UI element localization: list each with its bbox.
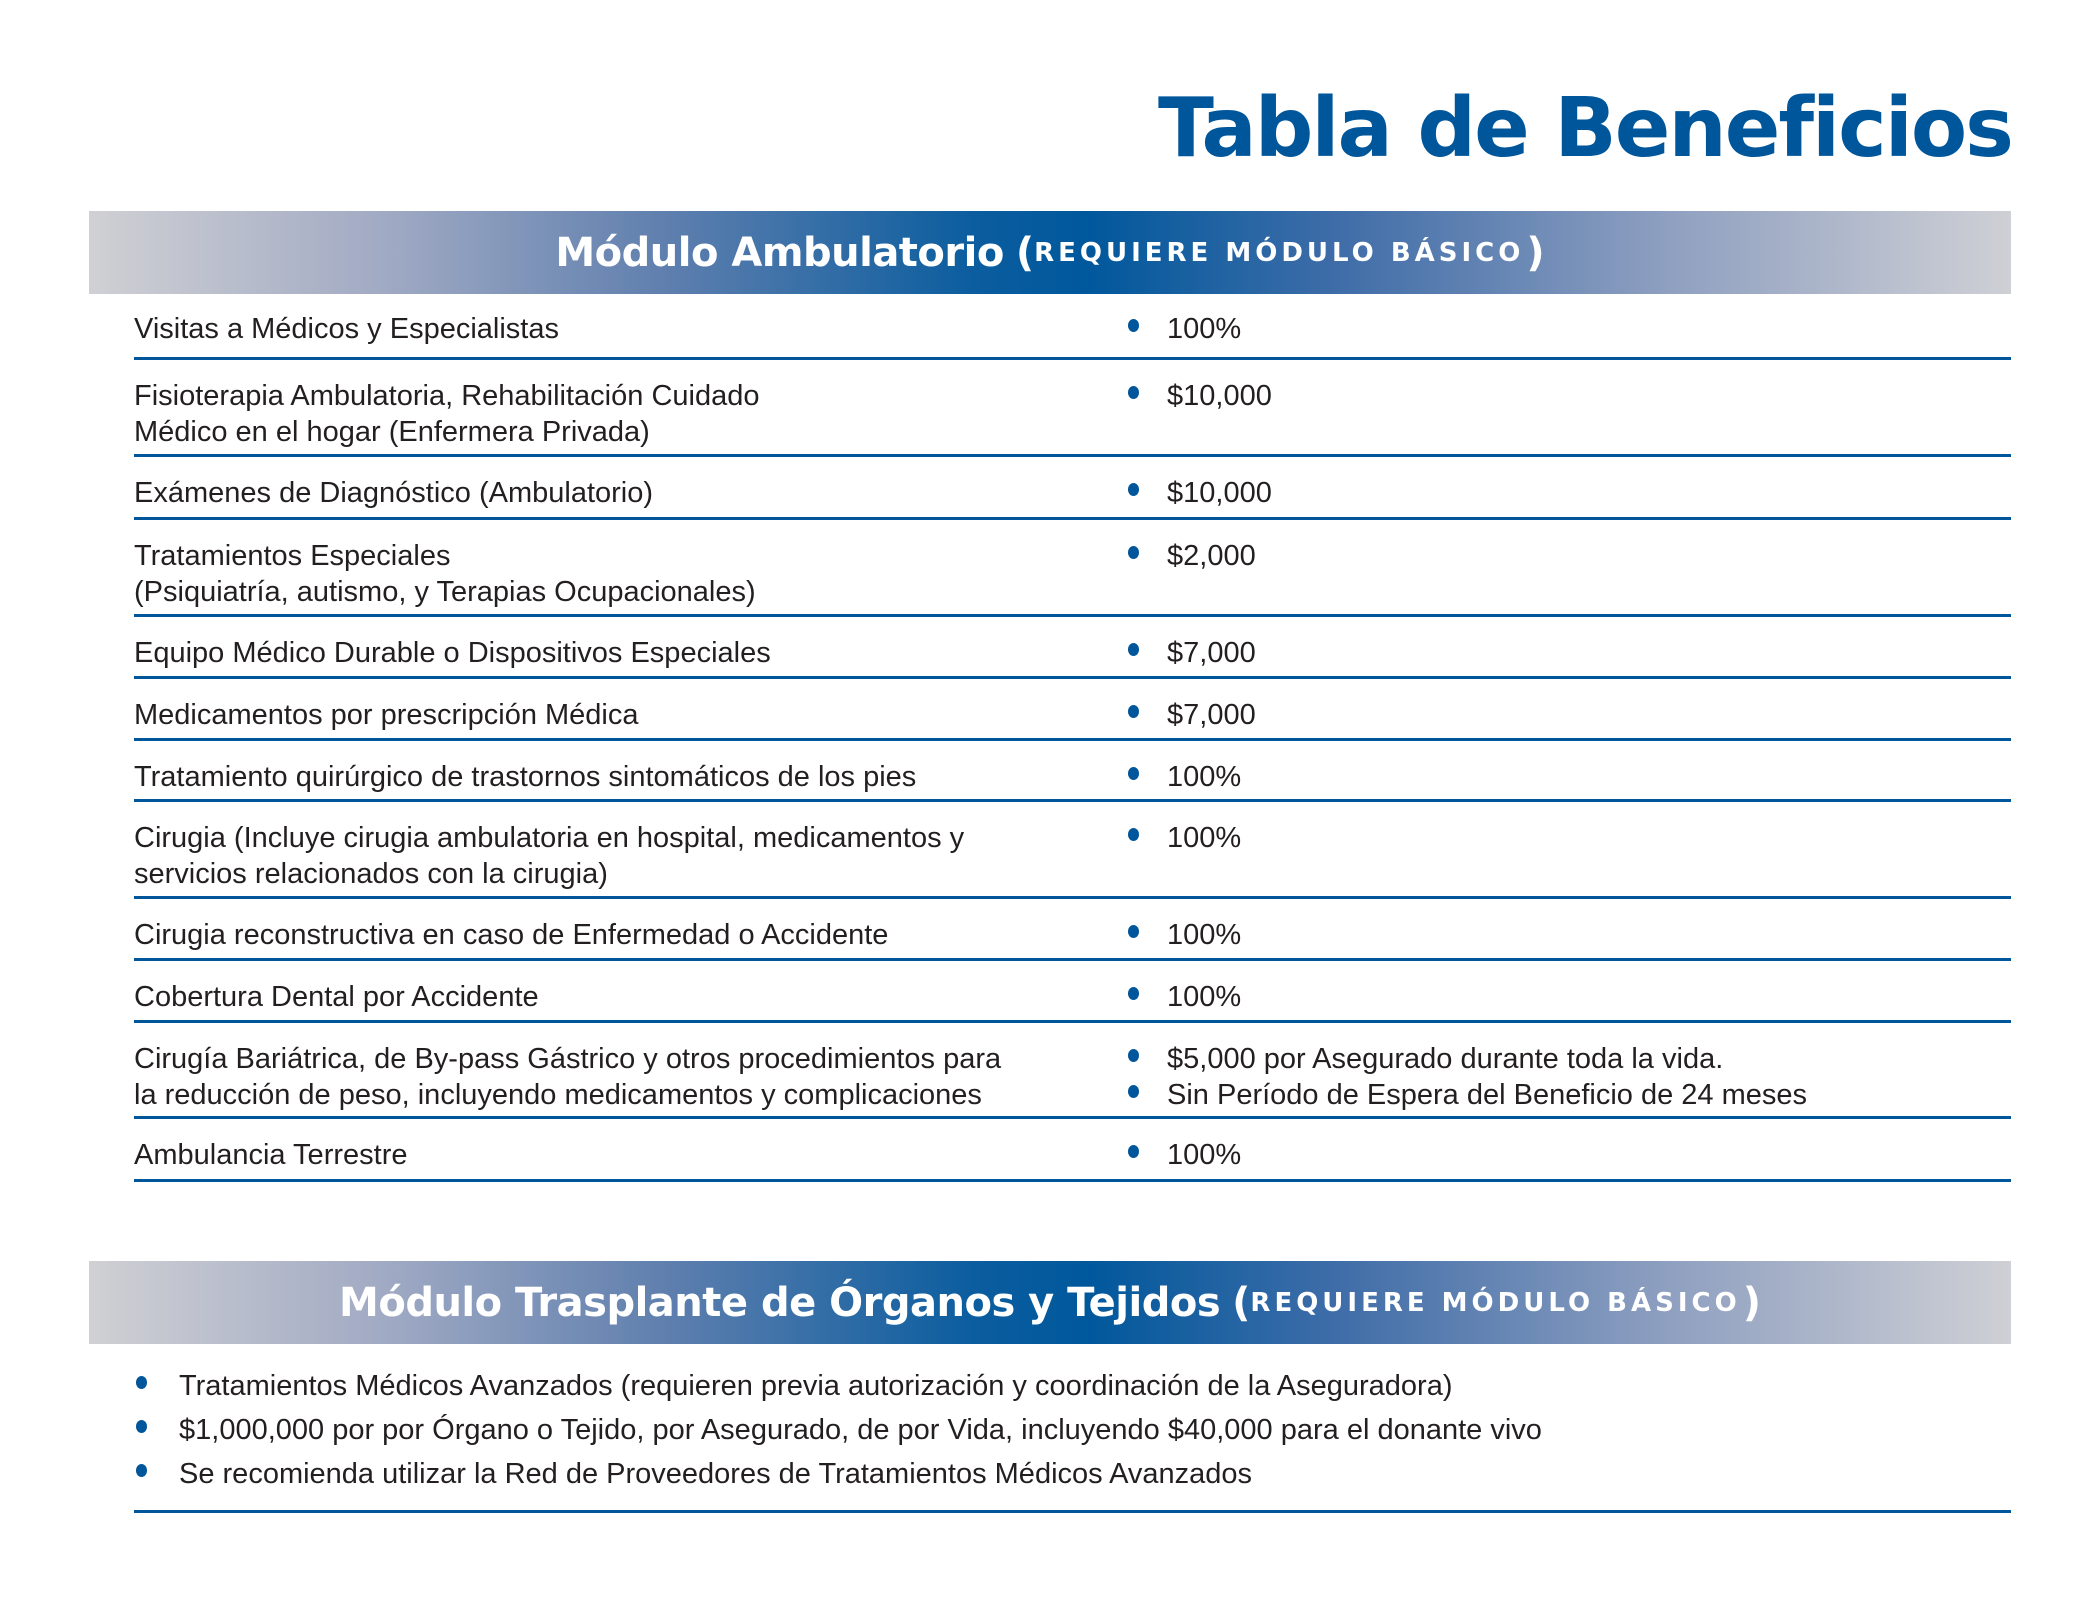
- bullet-icon: [1128, 319, 1139, 332]
- benefit-label-line: Tratamientos Especiales: [134, 540, 451, 572]
- value-text: $7,000: [1167, 699, 1256, 731]
- benefit-value: [1128, 741, 2011, 799]
- benefit-label-line: Médico en el hogar (Enfermera Privada): [134, 416, 650, 448]
- list-item: [134, 1452, 2011, 1496]
- list-item: [134, 1364, 2011, 1408]
- benefit-label-line: Fisioterapia Ambulatoria, Rehabilitación Cuidado: [134, 380, 760, 412]
- value-text: $10,000: [1167, 477, 1272, 509]
- benefit-label-line: Tratamiento quirúrgico de trastornos sintomáticos de los pies: [134, 761, 917, 793]
- value-text: $5,000 por Asegurado durante toda la vida.: [1167, 1043, 1724, 1075]
- bullet-icon: [136, 1464, 147, 1477]
- value-text: 100%: [1167, 761, 1242, 793]
- value-text: 100%: [1167, 313, 1242, 345]
- benefit-label: [134, 520, 1128, 614]
- bullet-icon: [1128, 643, 1139, 656]
- benefit-label-line: Exámenes de Diagnóstico (Ambulatorio): [134, 477, 654, 509]
- value-text: 100%: [1167, 822, 1242, 854]
- benefit-label: [134, 1023, 1128, 1116]
- list-item-text: Tratamientos Médicos Avanzados (requieren previa autorización y coordinación de la Aseguradora): [179, 1370, 1453, 1402]
- paren-close: ): [1742, 1279, 1761, 1326]
- list-item-text: $1,000,000 por por Órgano o Tejido, por Asegurado, de por Vida, incluyendo $40,000 para el donante vivo: [179, 1414, 1542, 1446]
- value-text: 100%: [1167, 981, 1242, 1013]
- benefit-label-line: la reducción de peso, incluyendo medicamentos y complicaciones: [134, 1079, 982, 1111]
- value-item: [1128, 475, 2011, 511]
- table-row: [134, 457, 2011, 520]
- benefit-label-line: Cirugia reconstructiva en caso de Enfermedad o Accidente: [134, 919, 889, 951]
- value-item: [1128, 635, 2011, 671]
- benefit-label: [134, 802, 1128, 896]
- benefit-value: [1128, 360, 2011, 454]
- paren-open: (: [1015, 229, 1035, 276]
- value-item: [1128, 1077, 2011, 1113]
- bullet-icon: [1128, 767, 1139, 780]
- benefit-value: [1128, 899, 2011, 958]
- section-banner-trasplante: [89, 1261, 2011, 1344]
- table-row: [134, 360, 2011, 457]
- list-item-text: Se recomienda utilizar la Red de Proveedores de Tratamientos Médicos Avanzados: [179, 1458, 1253, 1490]
- table-row: [134, 1119, 2011, 1182]
- bullet-icon: [1128, 828, 1139, 841]
- benefit-label-line: (Psiquiatría, autismo, y Terapias Ocupacionales): [134, 576, 756, 608]
- value-item: [1128, 538, 2011, 574]
- bullet-icon: [1128, 1145, 1139, 1158]
- benefit-label-line: Medicamentos por prescripción Médica: [134, 699, 639, 731]
- value-item: [1128, 820, 2011, 856]
- table-row: [134, 293, 2011, 360]
- benefit-value: [1128, 457, 2011, 517]
- table-row: [134, 520, 2011, 617]
- benefit-label-line: Cobertura Dental por Accidente: [134, 981, 539, 1013]
- benefit-label: [134, 617, 1128, 676]
- benefit-value: [1128, 293, 2011, 357]
- value-item: [1128, 917, 2011, 953]
- benefit-value: [1128, 802, 2011, 896]
- value-text: 100%: [1167, 919, 1242, 951]
- section-subtitle: REQUIERE MÓDULO BÁSICO: [1250, 1287, 1741, 1318]
- paren-open: (: [1232, 1279, 1251, 1326]
- benefit-label: [134, 741, 1128, 799]
- bullet-icon: [1128, 1085, 1139, 1098]
- bullet-icon: [1128, 546, 1139, 559]
- benefit-value: [1128, 679, 2011, 738]
- benefit-label: [134, 457, 1128, 517]
- benefit-label-line: servicios relacionados con la cirugia): [134, 858, 608, 890]
- bullet-icon: [1128, 925, 1139, 938]
- section-subtitle: REQUIERE MÓDULO BÁSICO: [1034, 237, 1525, 268]
- benefit-label: [134, 961, 1128, 1020]
- bullet-icon: [136, 1376, 147, 1389]
- table-row: [134, 899, 2011, 961]
- value-text: $10,000: [1167, 380, 1272, 412]
- table-row: [134, 1023, 2011, 1119]
- section-banner-ambulatorio: [89, 211, 2011, 294]
- value-item: [1128, 697, 2011, 733]
- bullet-icon: [1128, 705, 1139, 718]
- bullet-icon: [1128, 987, 1139, 1000]
- bullet-icon: [136, 1420, 147, 1433]
- benefit-label: [134, 1119, 1128, 1179]
- benefits-table: [134, 293, 2011, 1182]
- paren-close: ): [1526, 229, 1545, 276]
- table-row: [134, 741, 2011, 802]
- list-item: [134, 1408, 2011, 1452]
- bullet-icon: [1128, 483, 1139, 496]
- benefit-label-line: Cirugia (Incluye cirugia ambulatoria en hospital, medicamentos y: [134, 822, 965, 854]
- bullet-icon: [1128, 1049, 1139, 1062]
- transplant-benefits-list: [134, 1364, 2011, 1513]
- value-item: [1128, 311, 2011, 347]
- benefit-label: [134, 293, 1128, 357]
- value-item: [1128, 979, 2011, 1015]
- value-item: [1128, 1041, 2011, 1077]
- benefit-value: [1128, 617, 2011, 676]
- table-row: [134, 961, 2011, 1023]
- bullet-icon: [1128, 386, 1139, 399]
- table-row: [134, 679, 2011, 741]
- benefit-value: [1128, 1119, 2011, 1179]
- benefit-label: [134, 360, 1128, 454]
- benefit-label-line: Cirugía Bariátrica, de By-pass Gástrico y otros procedimientos para: [134, 1043, 1002, 1075]
- value-text: $7,000: [1167, 637, 1256, 669]
- page-title: Tabla de Beneficios: [1158, 81, 2012, 176]
- benefit-value: [1128, 520, 2011, 614]
- section-title: Módulo Ambulatorio: [555, 229, 1004, 276]
- benefit-value: [1128, 1023, 2011, 1116]
- benefit-label: [134, 679, 1128, 738]
- value-text: $2,000: [1167, 540, 1256, 572]
- benefit-label-line: Visitas a Médicos y Especialistas: [134, 313, 559, 345]
- value-item: [1128, 378, 2011, 414]
- benefit-label: [134, 899, 1128, 958]
- benefit-label-line: Ambulancia Terrestre: [134, 1139, 408, 1171]
- table-row: [134, 617, 2011, 679]
- value-text: 100%: [1167, 1139, 1242, 1171]
- section-title: Módulo Trasplante de Órganos y Tejidos: [339, 1279, 1221, 1326]
- benefit-label-line: Equipo Médico Durable o Dispositivos Especiales: [134, 637, 771, 669]
- value-item: [1128, 759, 2011, 795]
- value-text: Sin Período de Espera del Beneficio de 24 meses: [1167, 1079, 1808, 1111]
- value-item: [1128, 1137, 2011, 1173]
- table-row: [134, 802, 2011, 899]
- benefit-value: [1128, 961, 2011, 1020]
